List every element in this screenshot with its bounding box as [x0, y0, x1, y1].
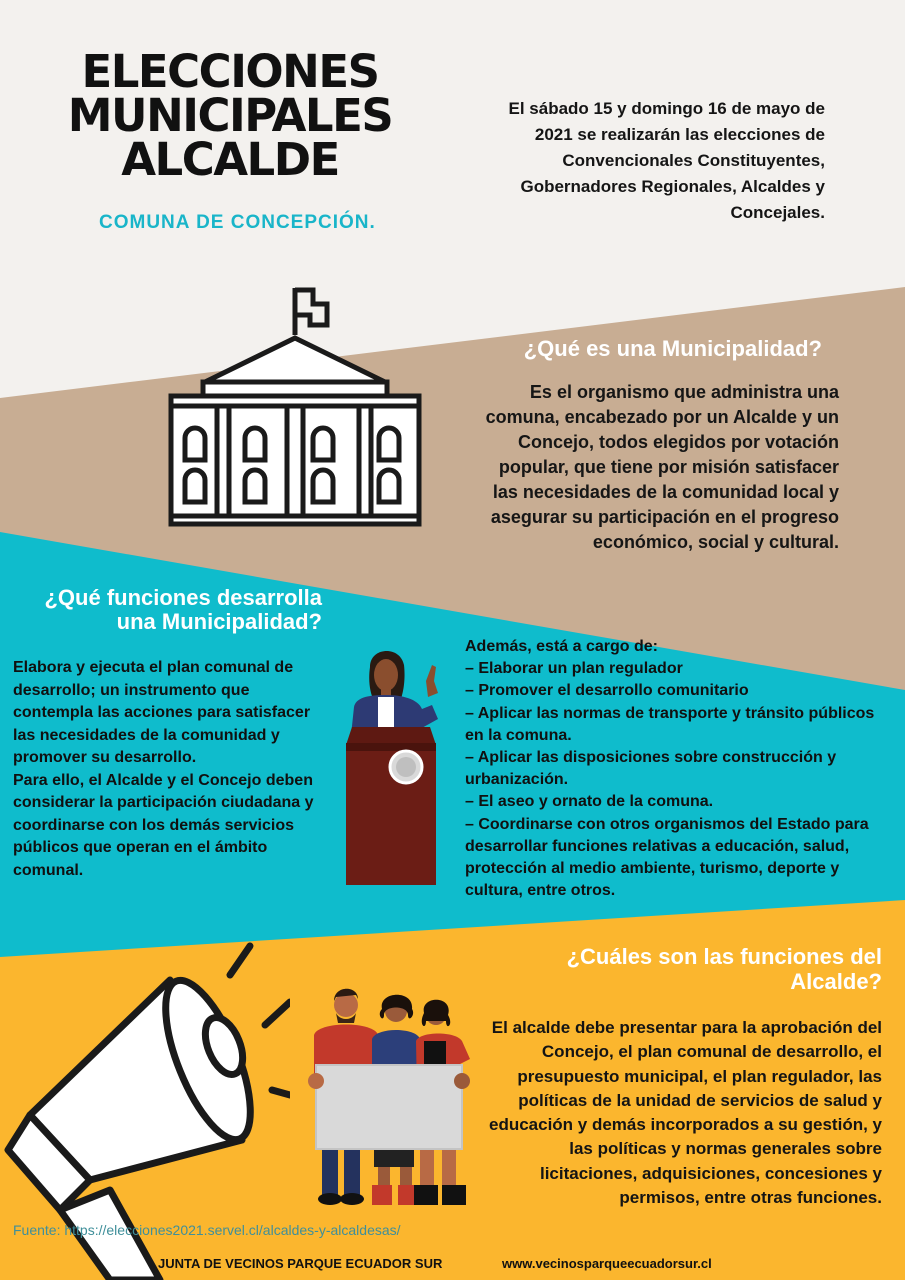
answer-mayor-functions: El alcalde debe presentar para la aprobación del Concejo, el plan comunal de desarrollo, el presupuesto municipal, el plan regulador, las políticas de la unidad de servicios de salud y educación y demás incorporados a su gestión, y las políticas y normas generales sobre licitaciones, adquisiciones, concesiones y permisos, entre otras funciones. — [488, 1018, 882, 1208]
functions-paragraph-1: Elabora y ejecuta el plan comunal de desarrollo; un instrumento que contempla las acciones para satisfacer las necesidades de la comunidad y promover su desarrollo. — [13, 659, 311, 766]
list-item: – Promover el desarrollo comunitario — [465, 682, 749, 700]
source-link[interactable]: Fuente: https://elecciones2021.servel.cl/alcaldes-y-alcaldesas/ — [13, 1222, 401, 1238]
comuna-subtitle: COMUNA DE CONCEPCIÓN. — [99, 212, 376, 233]
city-hall-icon — [165, 280, 425, 530]
question-mayor-functions — [520, 944, 882, 994]
footer-organization: JUNTA DE VECINOS PARQUE ECUADOR SUR — [158, 1256, 443, 1271]
municipality-functions-text — [13, 657, 331, 882]
question-municipality-functions — [20, 586, 322, 634]
functions-paragraph-2: Para ello, el Alcalde y el Concejo deben considerar la participación ciudadana y coordinarse con los demás servicios públicos que operan en el ámbito comunal. — [13, 771, 314, 879]
duties-intro: Además, está a cargo de: — [465, 638, 658, 655]
question-line-1: ¿Cuáles son las funciones del — [566, 944, 882, 969]
question-line-1: ¿Qué funciones desarrolla — [44, 585, 322, 610]
page-title — [40, 45, 420, 186]
additional-duties-list — [465, 636, 885, 902]
question-line-2: una Municipalidad? — [116, 609, 322, 634]
protesters-with-banner-illustration — [296, 985, 496, 1215]
footer-website[interactable]: www.vecinosparqueecuadorsur.cl — [502, 1256, 712, 1271]
title-line-3: ALCALDE — [121, 133, 339, 186]
title-line-2: MUNICIPALES — [67, 89, 393, 142]
question-line-2: Alcalde? — [790, 969, 882, 994]
list-item: – El aseo y ornato de la comuna. — [465, 793, 714, 811]
list-item: – Aplicar las disposiciones sobre construcción y urbanización. — [465, 749, 841, 789]
list-item: – Coordinarse con otros organismos del Estado para desarrollar funciones relativas a educación, salud, protección al medio ambiente, turismo, deporte y cultura, entre otros. — [465, 815, 874, 900]
list-item: – Aplicar las normas de transporte y tránsito públicos en la comuna. — [465, 704, 879, 744]
answer-what-is-municipality: Es el organismo que administra una comuna, encabezado por un Alcalde y un Concejo, todos elegidos por votación popular, que tiene por misión satisfacer las necesidades de la comunidad local y asegurar su participación en el progreso económico, social y cultural. — [485, 382, 839, 552]
list-item: – Elaborar un plan regulador — [465, 660, 683, 678]
intro-paragraph: El sábado 15 y domingo 16 de mayo de 2021 se realizarán las elecciones de Convencionales Constituyentes, Gobernadores Regionales, Alcaldes y Concejales. — [508, 99, 825, 222]
question-what-is-municipality: ¿Qué es una Municipalidad? — [523, 336, 822, 361]
speaker-at-podium-illustration — [340, 645, 450, 885]
title-line-1: ELECCIONES — [81, 45, 379, 98]
